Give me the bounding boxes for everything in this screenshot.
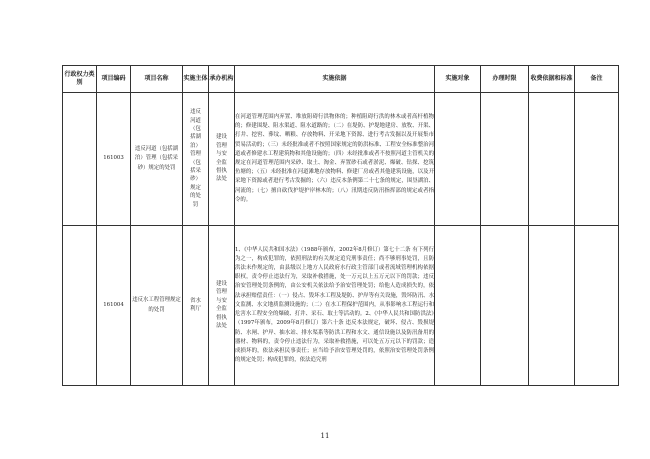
- header-agency: 承办机构: [209, 66, 235, 93]
- row-remark: [575, 93, 619, 226]
- row-agency: 建设管理与安全监督执法处: [209, 226, 235, 386]
- row-name: 违反水工程管理规定的处罚: [131, 226, 183, 386]
- row-code: 161004: [97, 226, 131, 386]
- header-category: 行政权力类别: [63, 66, 97, 93]
- page-number: 11: [320, 432, 330, 440]
- header-row: [63, 66, 619, 93]
- header-remark: 备注: [575, 66, 619, 93]
- row-time: [481, 93, 529, 226]
- header-name: 项目名称: [131, 66, 183, 93]
- row-remark: [575, 226, 619, 386]
- row-fee: [529, 93, 575, 226]
- row-target: [435, 226, 481, 386]
- row-subject: 违反河道（包括湖泊）管理（包括采砂）规定的处罚: [183, 93, 209, 226]
- header-basis: 实施依据: [235, 66, 435, 93]
- row-time: [481, 226, 529, 386]
- row-category: [63, 93, 97, 226]
- row-category: [63, 226, 97, 386]
- table-row: [63, 226, 619, 386]
- row-name: 违反河道（包括湖泊）管理（包括采砂）规定的处罚: [131, 93, 183, 226]
- row-agency: 建设管理与安全监督执法处: [209, 93, 235, 226]
- header-time: 办理时限: [481, 66, 529, 93]
- header-fee: 收费依据和标准: [529, 66, 575, 93]
- header-subject: 实施主体: [183, 66, 209, 93]
- row-subject: 省水利厅: [183, 226, 209, 386]
- table-row: [63, 93, 619, 226]
- row-basis: 在河道管理范围内弃置、堆放阻碍行洪物体的；种植阻碍行洪的林木或者高杆植物的；修建围堤、阻水渠道、阻水道路的；（二）在堤防、护堤地建房、放牧、开渠、打井、挖窖、葬坟、晒粮、存放物料、开采地下资源、进行考古发掘以及开展集市贸易活动的；（三）未经批准或者不按照国家规定的防洪标准、工程安全标准整治河道或者修建水工程建筑物和其他设施的；（四）未经批准或者不按照河道主管机关的规定在河道管理范围内采砂、取土、淘金、弃置砂石或者淤泥、爆破、钻探、挖筑鱼塘的；（五）未经批准在河道滩地存放物料、修建厂房或者其他建筑设施，以及开采地下资源或者进行考古发掘的；（六）违反本条例第二十七条的规定，围垦湖泊、河流的；（七）擅自砍伐护堤护岸林木的；（八）汛期违反防汛指挥部的规定或者指令的。: [235, 93, 435, 226]
- row-fee: [529, 226, 575, 386]
- row-basis: 1、《中华人民共和国水法》（1988年颁布，2002年8月修订）第七十二条 有下列行为之一，构成犯罪的，依照刑法的有关规定追究刑事责任；尚不够刑事处罚，且防洪法未作规定的，由县级以上地方人民政府水行政主管部门或者流域管理机构依据职权，责令停止违法行为，采取补救措施，处一万元以上五万元以下的罚款；违反治安管理处罚条例的，由公安机关依法给予治安管理处罚；给他人造成损失的，依法承担赔偿责任：（一）侵占、毁坏水工程及堤防、护岸等有关设施，毁坏防汛、水文监测、水文地质监测设施的；（二）在水工程保护范围内，从事影响水工程运行和危害水工程安全的爆破、打井、采石、取土等活动的。2、《中华人民共和国防洪法》（1997年颁布，2009年8月修订）第六十条 违反本法规定，破坏、侵占、毁损堤防、水闸、护岸、抽水站、排水渠系等防洪工程和水文、通信设施以及防汛备用的器材、物料的，责令停止违法行为，采取补救措施，可以处五万元以下的罚款；造成损坏的，依法承担民事责任；应当给予治安管理处罚的，依照治安管理处罚条例的规定处罚；构成犯罪的，依法追究刑: [235, 226, 435, 386]
- authority-table: [62, 65, 619, 386]
- row-code: 161003: [97, 93, 131, 226]
- row-target: [435, 93, 481, 226]
- header-target: 实施对象: [435, 66, 481, 93]
- header-code: 项目编码: [97, 66, 131, 93]
